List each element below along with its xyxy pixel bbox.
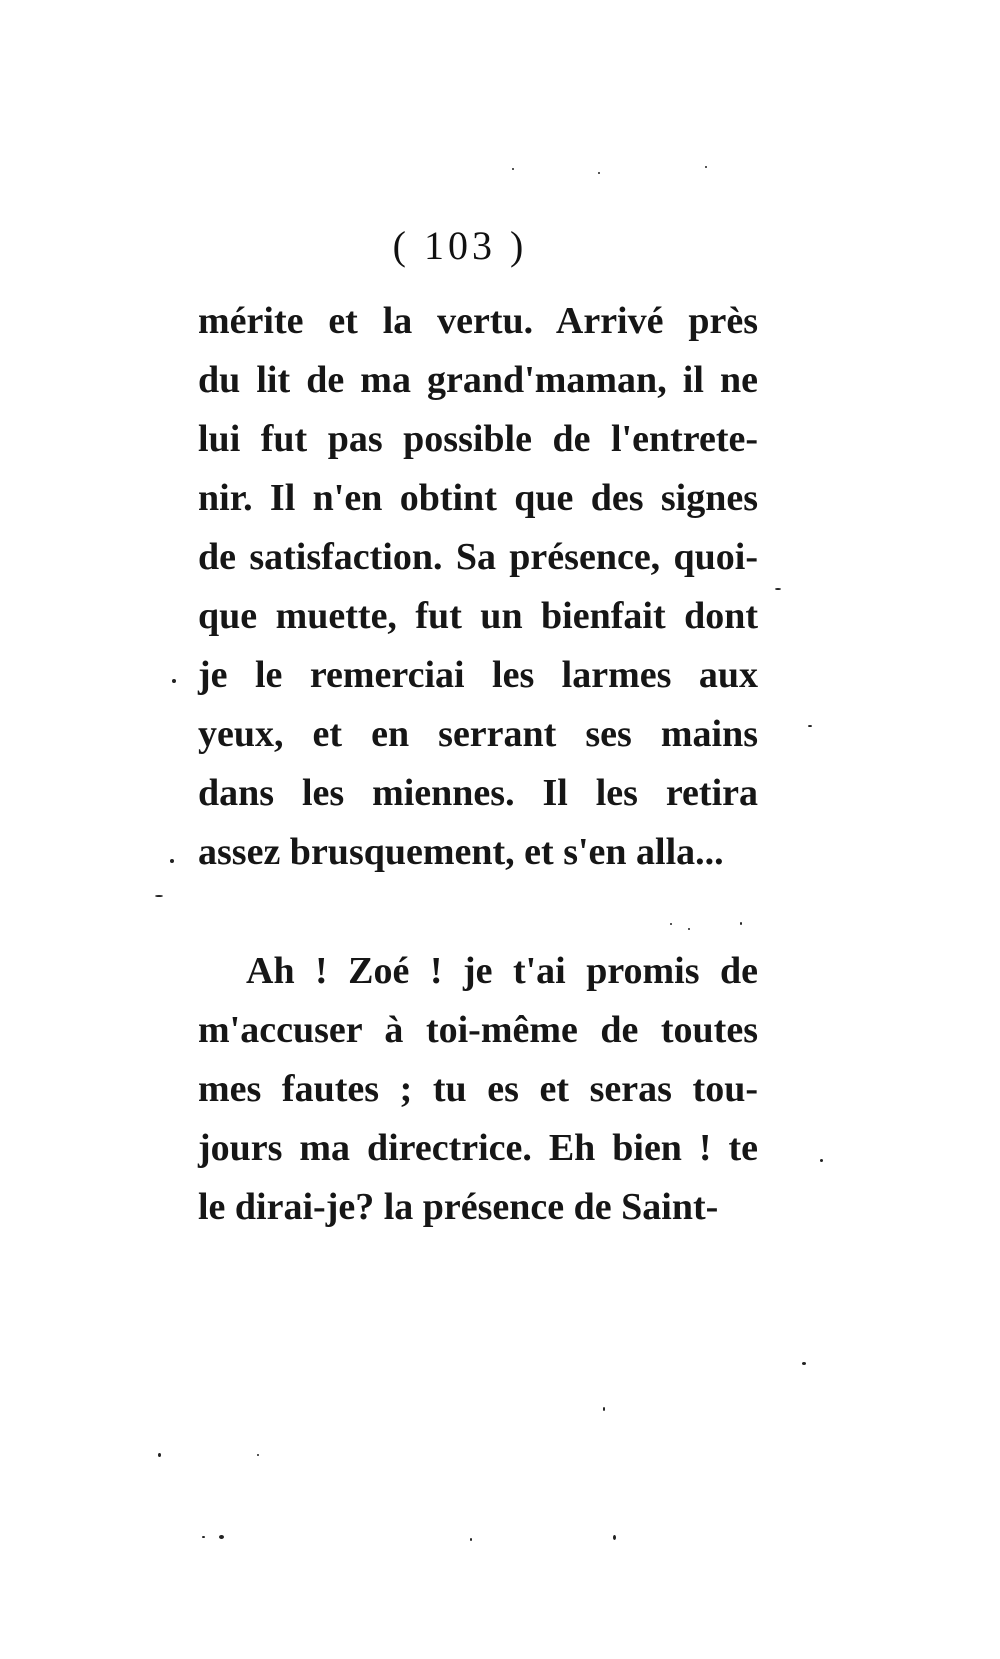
scan-speck xyxy=(155,895,163,897)
text-line: de satisfaction. Sa présence, quoi- xyxy=(198,536,758,578)
scan-speck xyxy=(705,166,707,168)
text-line: dans les miennes. Il les retira xyxy=(198,772,758,814)
text-line: yeux, et en serrant ses mains xyxy=(198,713,758,755)
scan-speck xyxy=(219,1535,224,1539)
scan-speck xyxy=(613,1535,616,1540)
text-line: m'accuser à toi-même de toutes xyxy=(198,1009,758,1051)
text-line: le dirai-je? la présence de Saint- xyxy=(198,1186,719,1228)
scan-speck xyxy=(202,1536,205,1538)
scan-speck xyxy=(808,725,812,727)
scan-speck xyxy=(512,168,514,170)
scan-speck xyxy=(802,1362,806,1365)
text-line: du lit de ma grand'maman, il ne xyxy=(198,359,758,401)
text-line: assez brusquement, et s'en alla... xyxy=(198,831,724,873)
scan-speck xyxy=(603,1407,605,1411)
scan-speck xyxy=(170,859,174,863)
scan-speck xyxy=(740,922,742,925)
text-line: je le remerciai les larmes aux xyxy=(198,654,758,696)
scan-speck xyxy=(158,1453,161,1457)
scan-speck xyxy=(670,923,672,925)
scan-speck xyxy=(775,588,781,590)
scan-speck xyxy=(598,172,600,174)
text-line: jours ma directrice. Eh bien ! te xyxy=(198,1127,758,1169)
paragraph-2 xyxy=(198,942,758,1237)
scan-speck xyxy=(820,1159,823,1162)
text-line: nir. Il n'en obtint que des signes xyxy=(198,477,758,519)
text-line: mérite et la vertu. Arrivé près xyxy=(198,300,758,342)
paragraph-1 xyxy=(198,292,758,882)
scan-speck xyxy=(172,679,176,683)
text-line: que muette, fut un bienfait dont xyxy=(198,595,758,637)
scan-speck xyxy=(688,928,690,930)
page-number: ( 103 ) xyxy=(392,223,528,268)
scan-speck xyxy=(470,1538,472,1541)
scan-speck xyxy=(257,1454,259,1456)
text-line: lui fut pas possible de l'entrete- xyxy=(198,418,758,460)
text-line: Ah ! Zoé ! je t'ai promis de xyxy=(246,950,758,992)
text-line: mes fautes ; tu es et seras tou- xyxy=(198,1068,758,1110)
